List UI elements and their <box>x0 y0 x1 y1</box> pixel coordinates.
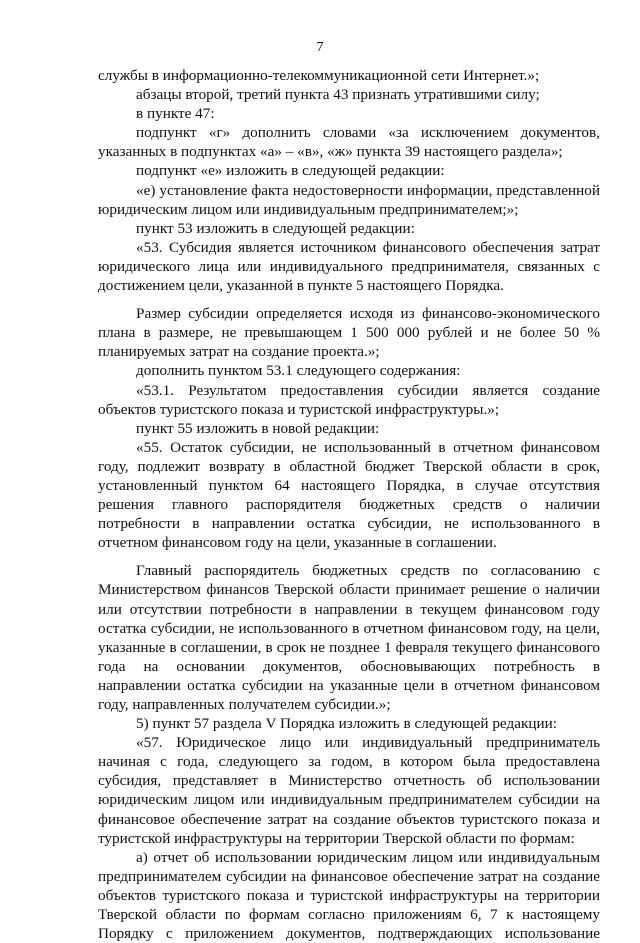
paragraph-subitem-a: а) отчет об использовании юридическим лицом или индивидуальным предпринимателем субсидии на финансовое обеспечение затрат на создание объектов туристского показа и туристской инфраструктуры на территории Тверской области по формам согласно приложениям 6, 7 к настоящему Порядку с приложением документов, подтверждающих использование <box>98 848 600 943</box>
paragraph-item-55-intro: пункт 55 изложить в новой редакции: <box>136 419 380 437</box>
paragraph-item-43: абзацы второй, третий пункта 43 признать утратившими силу; <box>136 86 540 104</box>
paragraph-subsidy-size: Размер субсидии определяется исходя из финансово-экономического плана в размере, не превышающем 1 500 000 рублей и не более 50 % планируемых затрат на создание проекта.»; <box>98 305 600 361</box>
paragraph-item-55-text: «55. Остаток субсидии, не использованный в отчетном финансовом году, подлежит возврату в областной бюджет Тверской области в срок, установленный пунктом 64 настоящего Порядка, в случае отсутствия решения главного распорядителя бюджетных средств о наличии потребности в направлении остатка субсидии, не использованного в отчетном финансовом году на цели, указанные в соглашении. <box>98 438 600 552</box>
paragraph-subitem-e-intro: подпункт «е» изложить в следующей редакции: <box>136 162 445 180</box>
paragraph-subitem-g: подпункт «г» дополнить словами «за исключением документов, указанных в подпунктах «а» – «в», «ж» пункта 39 настоящего раздела»; <box>98 124 600 161</box>
paragraph-item-53-1-intro: дополнить пунктом 53.1 следующего содержания: <box>136 362 461 380</box>
paragraph-item-47-intro: в пункте 47: <box>136 105 215 123</box>
document-body <box>98 66 600 943</box>
page-number: 7 <box>316 40 324 55</box>
paragraph-item-53-1-text: «53.1. Результатом предоставления субсидии является создание объектов туристского показа и туристской инфраструктуры.»; <box>98 381 600 418</box>
paragraph-subitem-e-text: «е) установление факта недостоверности информации, представленной юридическим лицом или индивидуальным предпринимателем;»; <box>98 181 600 218</box>
paragraph-item-53-intro: пункт 53 изложить в следующей редакции: <box>136 219 415 237</box>
paragraph-continuation: службы в информационно-телекоммуникационной сети Интернет.»; <box>98 67 540 84</box>
paragraph-item-53-text: «53. Субсидия является источником финансового обеспечения затрат юридического лица или индивидуального предпринимателя, связанных с достижением цели, указанной в пункте 5 настоящего Порядка. <box>98 238 600 295</box>
paragraph-item-5-57-intro: 5) пункт 57 раздела V Порядка изложить в следующей редакции: <box>136 715 557 733</box>
paragraph-main-manager: Главный распорядитель бюджетных средств по согласованию с Министерством финансов Тверской области принимает решение о наличии или отсутствии потребности в направлении в текущем финансовом году остатка субсидии, не использованного в отчетном финансовом году, на цели, указанные в соглашении, в срок не позднее 1 февраля текущего финансового года на основании документов, обосновывающих потребность в направлении остатка субсидии на указанные цели в отчетном финансовом году, направленных получателем субсидии.»; <box>98 562 600 713</box>
paragraph-item-57-text: «57. Юридическое лицо или индивидуальный предприниматель начиная с года, следующего за годом, в котором была предоставлена субсидия, представляет в Министерство отчетность об использовании юридическим лицом или индивидуальным предпринимателем субсидии на финансовое обеспечение затрат на создание объектов туристского показа и туристской инфраструктуры на территории Тверской области по формам: <box>98 734 600 847</box>
